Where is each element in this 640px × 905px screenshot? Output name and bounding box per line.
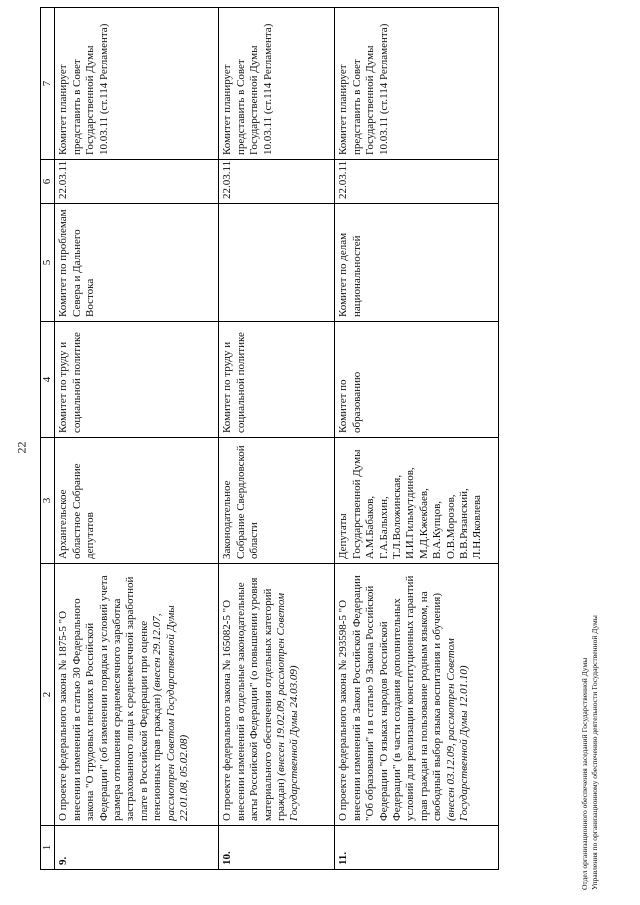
col-number: 1 (41, 826, 55, 870)
responsible-committee: Комитет по труду и социальной политике (219, 322, 335, 438)
bill-title: О проекте федерального закона № 165082-5 "О внесении изменений в отдельные законодательные акты Российской Федерации" (о повышении уровня материального обеспечения отдельных категорий граждан) (221, 577, 288, 821)
initiator: Депутаты Государственной Думы А.М.Бабаков, Г.А.Балыхин, Т.Л.Воложинская, И.И.Гильмутдинов, М.Д.Кжекбаев, В.А.Купцов, О.В.Морозов, В.В.Рязанский, Л.Н.Яковлева (335, 438, 499, 564)
row-number: 10. (219, 826, 335, 870)
bill-note: (внесен 03.12.09, рассмотрен Советом Государственной Думы 12.01.10) (444, 638, 471, 821)
col-number: 7 (41, 8, 55, 160)
table-row (219, 8, 335, 870)
table-row (55, 8, 219, 870)
plan-note: Комитет планирует представить в Совет Государственной Думы 10.03.11 (ст.114 Регламента) (219, 8, 335, 160)
co-executor-committee: Комитет по делам национальностей (335, 204, 499, 322)
rotated-page-content (40, 6, 640, 870)
bill-note: (внесен 19.02.09, рассмотрен Советом Государственной Думы 24.03.09) (275, 592, 301, 821)
column-number-row (41, 8, 55, 870)
bill-title: О проекте федерального закона № 1875-5 "О внесении изменений в статью 30 Федерального закона "О трудовых пенсиях в Российской Федерации" (об изменении порядка и условий учета размера отношения среднемесячного заработка застрахованного лица к среднемесячной заработной плате в Российской Федерации при оценке пенсионных прав граждан) (57, 575, 164, 821)
co-executor-committee: Комитет по проблемам Севера и Дальнего Востока (55, 204, 219, 322)
plan-note: Комитет планирует представить в Совет Государственной Думы 10.03.11 (ст.114 Регламента) (55, 8, 219, 160)
col-number: 5 (41, 204, 55, 322)
page-number: 22 (14, 441, 29, 454)
bill-description (55, 564, 219, 826)
footer (580, 570, 600, 890)
review-date: 22.03.11 (55, 160, 219, 204)
initiator: Законодательное Собрание Свердловской области (219, 438, 335, 564)
footer-department: Отдел организационного обеспечения заседаний Государственной Думы (580, 657, 589, 890)
table-row (335, 8, 499, 870)
bill-description (219, 564, 335, 826)
row-number: 11. (335, 826, 499, 870)
bill-description (335, 564, 499, 826)
bill-title: О проекте федерального закона № 293598-5 "О внесении изменений в Закон Российской Федерации "Об образовании" и в статью 9 Закона Российской Федерации "О языках народов Российской Федерации" (в части создания дополнительных условий для реализации конституционных гарантий прав граждан на пользование родным языком, на свободный выбор языка воспитания и обучения) (337, 575, 444, 821)
col-number: 6 (41, 160, 55, 204)
col-number: 3 (41, 438, 55, 564)
review-date: 22.03.11 (219, 160, 335, 204)
review-date: 22.03.11 (335, 160, 499, 204)
initiator: Архангельское областное Собрание депутатов (55, 438, 219, 564)
responsible-committee: Комитет по образованию (335, 322, 499, 438)
co-executor-committee (219, 204, 335, 322)
footer-directorate: Управления по организационному обеспечению деятельности Государственной Думы (590, 615, 600, 890)
plan-note: Комитет планирует представить в Совет Государственной Думы 10.03.11 (ст.114 Регламента) (335, 8, 499, 160)
row-number: 9. (55, 826, 219, 870)
responsible-committee: Комитет по труду и социальной политике (55, 322, 219, 438)
bill-note: (внесен 29.12.07, рассмотрен Советом Государственной Думы 22.01.08, 05.02.08) (151, 605, 191, 821)
col-number: 2 (41, 564, 55, 826)
bills-table (40, 7, 499, 870)
col-number: 4 (41, 322, 55, 438)
